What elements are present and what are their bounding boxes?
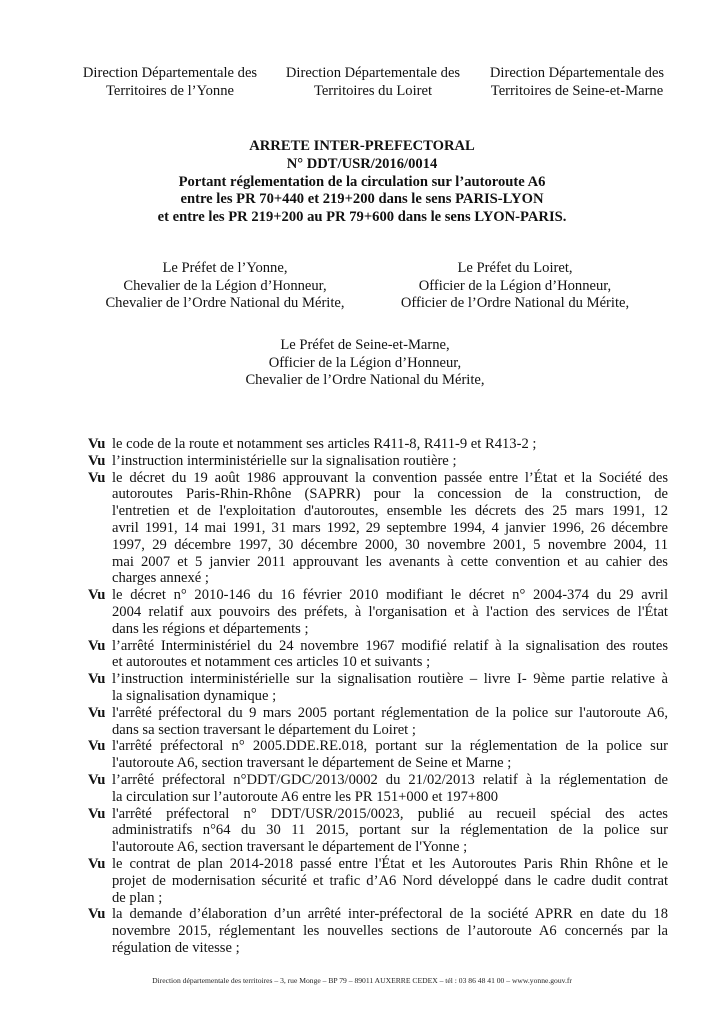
visa-text-line: la demande d’élaboration d’un arrêté inter-préfectoral de la société APRR en date du 18 <box>112 906 668 923</box>
visa-text-line: novembre 2015, réglementant les nouvelles sections de l’autoroute A6 concernés par la <box>112 923 668 940</box>
prefet-yonne <box>80 260 370 313</box>
title-line: et entre les PR 219+200 au PR 79+600 dans le sens LYON-PARIS. <box>157 209 567 226</box>
vu-label: Vu <box>88 436 106 452</box>
header-line: Direction Départementale des <box>489 65 665 81</box>
visa-item <box>88 470 668 588</box>
vu-label: Vu <box>88 637 106 654</box>
visa-text-line: le contrat de plan 2014-2018 passé entre l'État et les Autoroutes Paris Rhin Rhône et le <box>112 855 668 872</box>
prefet-line: Le Préfet de l’Yonne, <box>162 260 288 276</box>
visa-text-line: l’instruction interministérielle sur la signalisation routière ; <box>112 452 457 469</box>
vu-label: Vu <box>88 671 106 688</box>
header-ddt-yonne <box>70 65 270 100</box>
header-line: Direction Départementale des <box>285 65 461 81</box>
prefet-seine-et-marne <box>220 337 510 390</box>
visa-text-line: charges annexé ; <box>112 570 209 587</box>
visa-text-line: 1997, 29 décembre 1997, 30 décembre 2000, 30 novembre 2001, 5 novembre 2004, 11 <box>112 536 668 553</box>
header-line: Territoires du Loiret <box>313 82 433 99</box>
visa-text-line: la signalisation dynamique ; <box>112 687 277 704</box>
visa-item <box>88 671 668 705</box>
visa-text-line: l’arrêté préfectoral n°DDT/GDC/2013/0002 du 21/02/2013 relatif à la réglementation de <box>112 771 668 788</box>
prefet-line: Le Préfet de Seine-et-Marne, <box>280 337 450 353</box>
vu-label: Vu <box>88 704 106 721</box>
visa-item <box>88 453 668 470</box>
visa-item <box>88 738 668 772</box>
vu-label: Vu <box>88 738 106 755</box>
visa-text-line: l'arrêté préfectoral n° DDT/USR/2015/0023, publié au recueil spécial des actes <box>112 805 668 822</box>
visa-text-line: 2004 relatif aux pouvoirs des préfets, à l'organisation et à l'action des services de l'État <box>112 603 668 620</box>
title-line: entre les PR 70+440 et 219+200 dans le sens PARIS-LYON <box>180 191 544 208</box>
header-ddt-seine-et-marne <box>477 65 677 100</box>
visa-item <box>88 906 668 956</box>
prefet-line: Chevalier de l’Ordre National du Mérite, <box>105 295 345 312</box>
vu-label: Vu <box>88 771 106 788</box>
visa-text-line: l'autoroute A6, section traversant le département de Seine et Marne ; <box>112 755 512 772</box>
prefet-line: Le Préfet du Loiret, <box>457 260 573 276</box>
prefet-loiret <box>370 260 660 313</box>
visa-text-line: dans les régions et départements ; <box>112 620 309 637</box>
vu-label: Vu <box>88 469 106 486</box>
prefet-line: Chevalier de la Légion d’Honneur, <box>123 277 327 294</box>
visa-text-line: et autoroutes et notamment ces articles 10 et suivants ; <box>112 654 431 671</box>
header-line: Direction Départementale des <box>82 65 258 81</box>
vu-label: Vu <box>88 855 106 872</box>
title-line: N° DDT/USR/2016/0014 <box>286 155 438 172</box>
visa-text-line: projet de modernisation sécurité et trafic d’A6 Nord développé dans le cadre dudit contrat <box>112 872 668 889</box>
vu-label: Vu <box>88 452 106 469</box>
visa-text-line: l'arrêté préfectoral du 9 mars 2005 portant réglementation de la police sur l'autoroute A6, <box>112 704 668 721</box>
visa-item <box>88 638 668 672</box>
visa-item <box>88 705 668 739</box>
visa-item <box>88 856 668 906</box>
prefet-line: Officier de l’Ordre National du Mérite, <box>400 295 630 312</box>
visa-text-line: l’instruction interministérielle sur la signalisation routière – livre I- 9ème partie relative à <box>112 671 668 688</box>
visa-text-line: l'arrêté préfectoral n° 2005.DDE.RE.018, portant sur la réglementation de la police sur <box>112 738 668 755</box>
title-line: Portant réglementation de la circulation sur l’autoroute A6 <box>178 173 546 190</box>
visa-text-line: dans sa section traversant le département du Loiret ; <box>112 721 416 738</box>
visa-text-line: mai 2007 et 5 janvier 2011 approuvant les avenants à cette convention et au cahier des <box>112 553 668 570</box>
prefet-line: Officier de la Légion d’Honneur, <box>268 354 462 371</box>
visa-item <box>88 806 668 856</box>
visa-text-line: l'entretien et de l'exploitation d'autoroutes, ensemble les décrets des 25 mars 1991, 12 <box>112 503 668 520</box>
visa-item <box>88 587 668 637</box>
visa-text-line: de plan ; <box>112 889 163 906</box>
title-line: ARRETE INTER-PREFECTORAL <box>249 138 475 154</box>
visa-text-line: le décret n° 2010-146 du 16 février 2010 modifiant le décret n° 2004-374 du 29 avril <box>112 587 668 604</box>
footer-address: Direction départementale des territoires – 3, rue Monge – BP 79 – 89011 AUXERRE CEDEX – tél : 03 86 48 41 00 – www.yonne.gouv.fr <box>152 976 572 985</box>
visa-text-line: le décret du 19 août 1986 approuvant la convention passée entre l’État et la Société des <box>112 469 668 486</box>
vu-label: Vu <box>88 587 106 604</box>
visas-list <box>88 436 668 957</box>
document-title <box>0 138 724 227</box>
visa-item <box>88 436 668 453</box>
header-ddt-loiret <box>273 65 473 100</box>
visa-item <box>88 772 668 806</box>
prefet-line: Officier de la Légion d’Honneur, <box>418 277 612 294</box>
visa-text-line: autoroutes Paris-Rhin-Rhône (SAPRR) pour la concession de la construction, de <box>112 486 668 503</box>
visa-text-line: l’arrêté Interministériel du 24 novembre 1967 modifié relatif à la signalisation des routes <box>112 637 668 654</box>
visa-text-line: le code de la route et notamment ses articles R411-8, R411-9 et R413-2 ; <box>112 436 537 452</box>
vu-label: Vu <box>88 805 106 822</box>
visa-text-line: régulation de vitesse ; <box>112 939 240 956</box>
prefet-line: Chevalier de l’Ordre National du Mérite, <box>245 372 485 389</box>
visa-text-line: l'autoroute A6, section traversant le département de l'Yonne ; <box>112 839 468 856</box>
header-line: Territoires de Seine-et-Marne <box>490 82 664 99</box>
header-line: Territoires de l’Yonne <box>105 82 234 99</box>
visa-text-line: la circulation sur l’autoroute A6 entre les PR 151+000 et 197+800 <box>112 788 499 805</box>
visa-text-line: administratifs n°64 du 30 11 2015, portant sur la réglementation de la police sur <box>112 822 668 839</box>
visa-text-line: avril 1991, 14 mai 1991, 31 mars 1992, 29 septembre 1994, 4 janvier 1996, 26 décembre <box>112 519 668 536</box>
vu-label: Vu <box>88 906 106 923</box>
